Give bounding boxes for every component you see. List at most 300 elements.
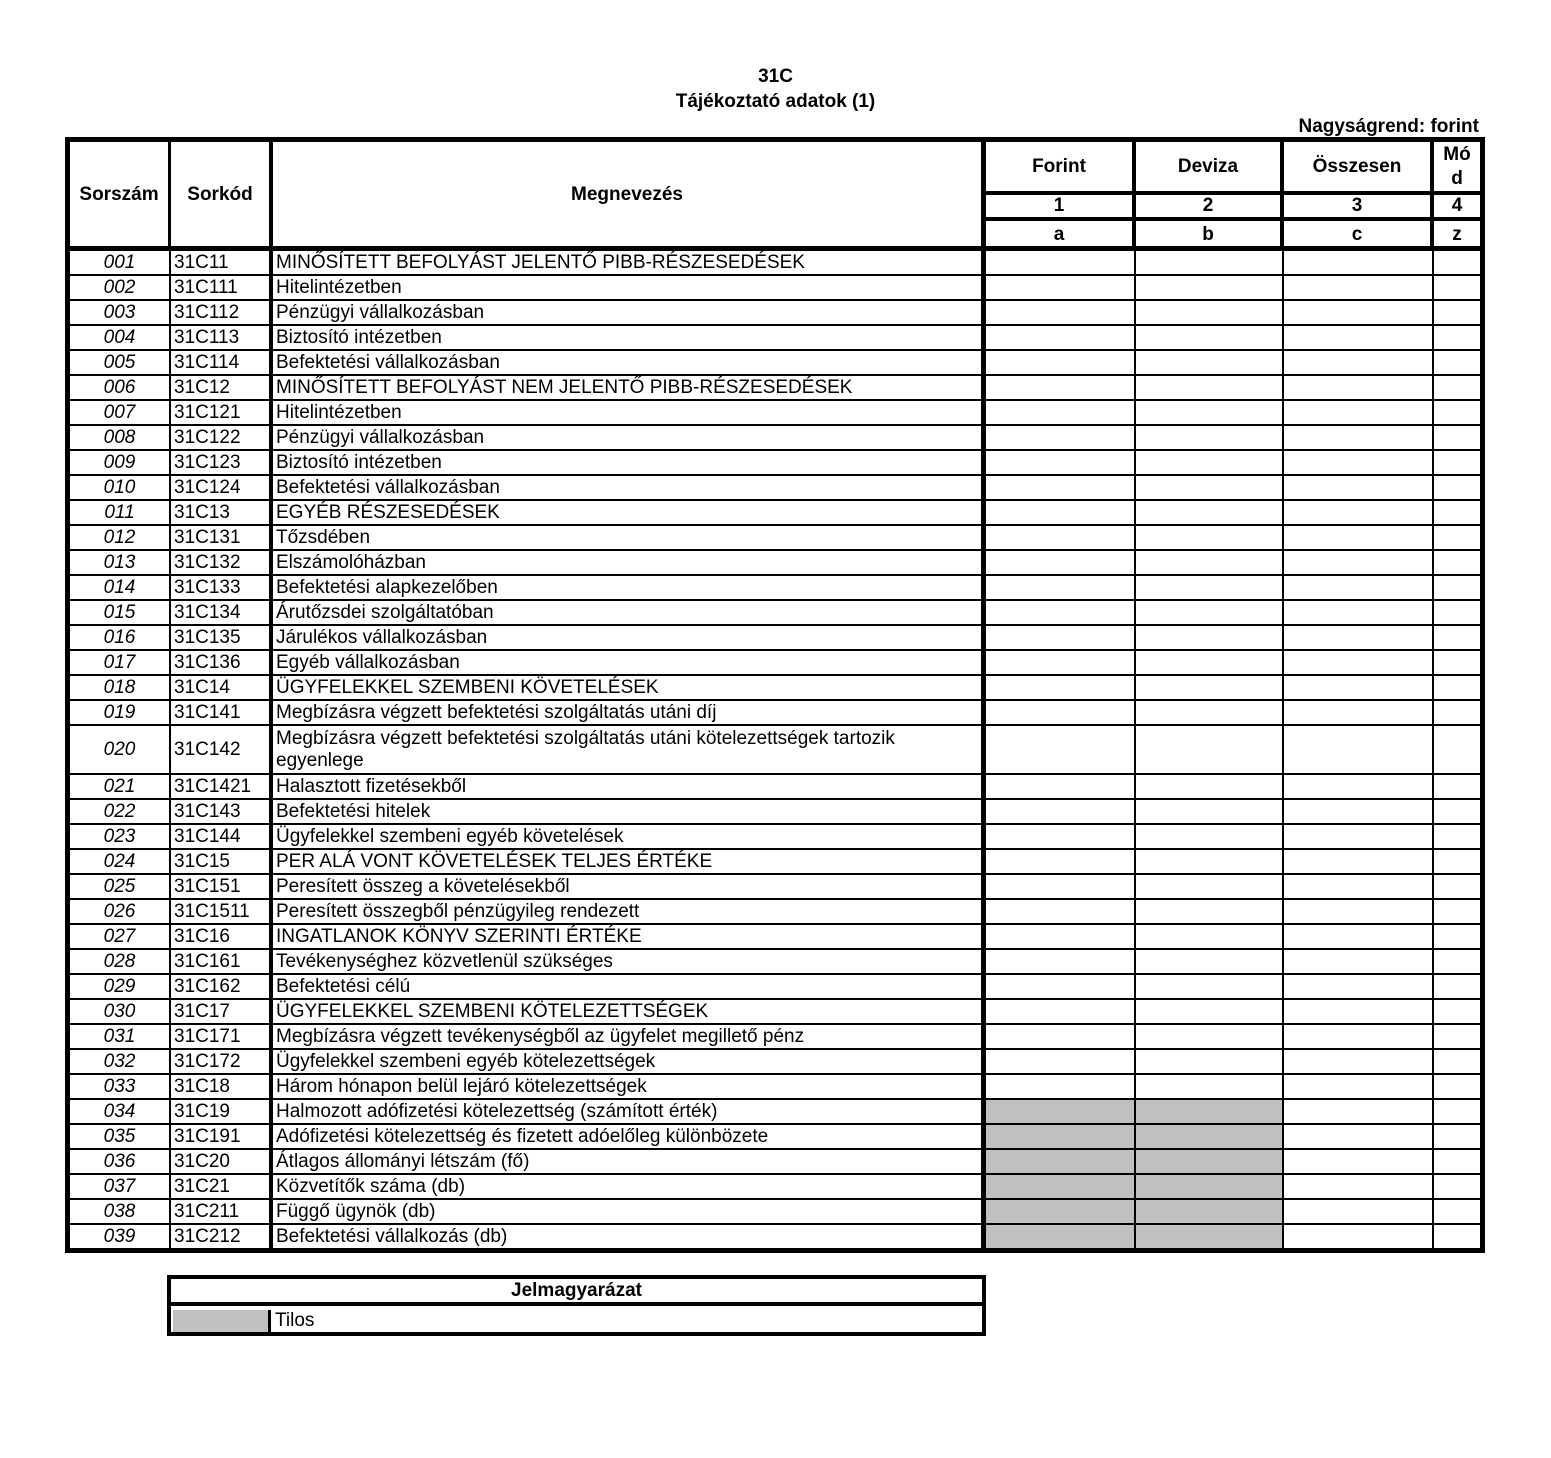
cell-forint[interactable] <box>986 850 1136 875</box>
row-number: 023 <box>70 825 171 850</box>
row-name: Elszámolóházban <box>273 551 986 576</box>
row-number: 006 <box>70 376 171 401</box>
row-name: Megbízásra végzett tevékenységből az ügyfelet megillető pénz <box>273 1025 986 1050</box>
row-code: 31C111 <box>171 276 273 301</box>
cell-deviza[interactable] <box>1136 1000 1284 1025</box>
table-row <box>70 950 1480 975</box>
row-code: 31C1421 <box>171 775 273 800</box>
cell-mod[interactable] <box>1434 651 1480 676</box>
row-number: 018 <box>70 676 171 701</box>
cell-deviza[interactable] <box>1136 1200 1284 1225</box>
cell-forint[interactable] <box>986 301 1136 326</box>
cell-deviza[interactable] <box>1136 950 1284 975</box>
cell-osszesen[interactable] <box>1284 925 1434 950</box>
cell-osszesen[interactable] <box>1284 1100 1434 1125</box>
table-row <box>70 251 1480 276</box>
row-code: 31C123 <box>171 451 273 476</box>
row-name: Pénzügyi vállalkozásban <box>273 301 986 326</box>
cell-osszesen[interactable] <box>1284 301 1434 326</box>
table-row <box>70 626 1480 651</box>
cell-forint[interactable] <box>986 526 1136 551</box>
row-number: 031 <box>70 1025 171 1050</box>
table-row <box>70 351 1480 376</box>
table-row <box>70 850 1480 875</box>
cell-mod[interactable] <box>1434 676 1480 701</box>
table-row <box>70 676 1480 701</box>
cell-deviza[interactable] <box>1136 626 1284 651</box>
header-megnevezes: Megnevezés <box>273 142 986 248</box>
cell-forint[interactable] <box>986 825 1136 850</box>
cell-mod[interactable] <box>1434 800 1480 825</box>
row-code: 31C16 <box>171 925 273 950</box>
cell-osszesen[interactable] <box>1284 1150 1434 1175</box>
table-row <box>70 451 1480 476</box>
cell-forint[interactable] <box>986 900 1136 925</box>
row-number: 003 <box>70 301 171 326</box>
cell-forint[interactable] <box>986 351 1136 376</box>
cell-deviza[interactable] <box>1136 1225 1284 1250</box>
cell-mod[interactable] <box>1434 426 1480 451</box>
cell-mod[interactable] <box>1434 1150 1480 1175</box>
cell-osszesen[interactable] <box>1284 626 1434 651</box>
row-name: Hitelintézetben <box>273 401 986 426</box>
cell-deviza[interactable] <box>1136 726 1284 775</box>
row-name: Átlagos állományi létszám (fő) <box>273 1150 986 1175</box>
header-colnum-3: 3 <box>1284 195 1434 221</box>
cell-mod[interactable] <box>1434 1100 1480 1125</box>
cell-mod[interactable] <box>1434 1075 1480 1100</box>
row-name: Adófizetési kötelezettség és fizetett adóelőleg különbözete <box>273 1125 986 1150</box>
row-number: 002 <box>70 276 171 301</box>
cell-deviza[interactable] <box>1136 775 1284 800</box>
row-code: 31C121 <box>171 401 273 426</box>
row-code: 31C112 <box>171 301 273 326</box>
row-code: 31C12 <box>171 376 273 401</box>
cell-mod[interactable] <box>1434 376 1480 401</box>
cell-osszesen[interactable] <box>1284 376 1434 401</box>
cell-deviza[interactable] <box>1136 301 1284 326</box>
cell-deviza[interactable] <box>1136 676 1284 701</box>
table-row <box>70 1075 1480 1100</box>
row-code: 31C144 <box>171 825 273 850</box>
cell-osszesen[interactable] <box>1284 476 1434 501</box>
row-name: INGATLANOK KÖNYV SZERINTI ÉRTÉKE <box>273 925 986 950</box>
row-number: 015 <box>70 601 171 626</box>
row-code: 31C21 <box>171 1175 273 1200</box>
cell-deviza[interactable] <box>1136 551 1284 576</box>
row-number: 013 <box>70 551 171 576</box>
cell-mod[interactable] <box>1434 601 1480 626</box>
table-row <box>70 1050 1480 1075</box>
row-number: 034 <box>70 1100 171 1125</box>
cell-forint[interactable] <box>986 501 1136 526</box>
cell-deviza[interactable] <box>1136 526 1284 551</box>
table-row <box>70 376 1480 401</box>
table-row <box>70 925 1480 950</box>
cell-mod[interactable] <box>1434 401 1480 426</box>
cell-forint[interactable] <box>986 1125 1136 1150</box>
cell-deviza[interactable] <box>1136 426 1284 451</box>
cell-mod[interactable] <box>1434 850 1480 875</box>
row-code: 31C131 <box>171 526 273 551</box>
header-colletter-a: a <box>986 221 1136 248</box>
cell-mod[interactable] <box>1434 825 1480 850</box>
row-name: Ügyfelekkel szembeni egyéb kötelezettségek <box>273 1050 986 1075</box>
cell-deviza[interactable] <box>1136 701 1284 726</box>
row-number: 005 <box>70 351 171 376</box>
row-number: 017 <box>70 651 171 676</box>
header-sorkod: Sorkód <box>171 142 273 248</box>
cell-osszesen[interactable] <box>1284 1200 1434 1225</box>
cell-osszesen[interactable] <box>1284 701 1434 726</box>
cell-mod[interactable] <box>1434 925 1480 950</box>
table-row <box>70 276 1480 301</box>
table-row <box>70 1100 1480 1125</box>
row-number: 016 <box>70 626 171 651</box>
row-code: 31C134 <box>171 601 273 626</box>
row-number: 036 <box>70 1150 171 1175</box>
row-code: 31C1511 <box>171 900 273 925</box>
cell-forint[interactable] <box>986 251 1136 276</box>
cell-forint[interactable] <box>986 376 1136 401</box>
cell-deviza[interactable] <box>1136 1075 1284 1100</box>
row-code: 31C11 <box>171 251 273 276</box>
legend-box <box>167 1275 986 1336</box>
row-code: 31C122 <box>171 426 273 451</box>
cell-deviza[interactable] <box>1136 576 1284 601</box>
cell-osszesen[interactable] <box>1284 451 1434 476</box>
cell-forint[interactable] <box>986 1050 1136 1075</box>
cell-deviza[interactable] <box>1136 351 1284 376</box>
row-name: Hitelintézetben <box>273 276 986 301</box>
cell-osszesen[interactable] <box>1284 251 1434 276</box>
cell-mod[interactable] <box>1434 775 1480 800</box>
row-number: 032 <box>70 1050 171 1075</box>
table-row <box>70 476 1480 501</box>
cell-deviza[interactable] <box>1136 975 1284 1000</box>
row-number: 010 <box>70 476 171 501</box>
report-table <box>65 137 1485 1253</box>
cell-deviza[interactable] <box>1136 1175 1284 1200</box>
cell-deviza[interactable] <box>1136 1025 1284 1050</box>
cell-deviza[interactable] <box>1136 601 1284 626</box>
cell-deviza[interactable] <box>1136 875 1284 900</box>
row-code: 31C114 <box>171 351 273 376</box>
row-code: 31C124 <box>171 476 273 501</box>
cell-forint[interactable] <box>986 601 1136 626</box>
row-code: 31C14 <box>171 676 273 701</box>
cell-forint[interactable] <box>986 1000 1136 1025</box>
row-code: 31C162 <box>171 975 273 1000</box>
row-code: 31C132 <box>171 551 273 576</box>
cell-mod[interactable] <box>1434 1175 1480 1200</box>
table-row <box>70 501 1480 526</box>
row-name: Megbízásra végzett befektetési szolgáltatás utáni díj <box>273 701 986 726</box>
cell-deviza[interactable] <box>1136 900 1284 925</box>
row-number: 022 <box>70 800 171 825</box>
row-name: Járulékos vállalkozásban <box>273 626 986 651</box>
row-number: 035 <box>70 1125 171 1150</box>
cell-deviza[interactable] <box>1136 501 1284 526</box>
cell-mod[interactable] <box>1434 701 1480 726</box>
cell-osszesen[interactable] <box>1284 1175 1434 1200</box>
cell-forint[interactable] <box>986 1100 1136 1125</box>
cell-mod[interactable] <box>1434 526 1480 551</box>
row-number: 030 <box>70 1000 171 1025</box>
legend-label-forbidden: Tilos <box>275 1310 315 1331</box>
row-code: 31C20 <box>171 1150 273 1175</box>
cell-mod[interactable] <box>1434 726 1480 775</box>
row-code: 31C151 <box>171 875 273 900</box>
cell-osszesen[interactable] <box>1284 326 1434 351</box>
cell-osszesen[interactable] <box>1284 1125 1434 1150</box>
cell-osszesen[interactable] <box>1284 551 1434 576</box>
cell-osszesen[interactable] <box>1284 651 1434 676</box>
row-code: 31C18 <box>171 1075 273 1100</box>
cell-forint[interactable] <box>986 551 1136 576</box>
cell-deviza[interactable] <box>1136 1150 1284 1175</box>
cell-forint[interactable] <box>986 1150 1136 1175</box>
cell-mod[interactable] <box>1434 1050 1480 1075</box>
cell-osszesen[interactable] <box>1284 426 1434 451</box>
row-code: 31C141 <box>171 701 273 726</box>
row-number: 011 <box>70 501 171 526</box>
cell-forint[interactable] <box>986 476 1136 501</box>
cell-forint[interactable] <box>986 1225 1136 1250</box>
cell-forint[interactable] <box>986 1200 1136 1225</box>
table-row <box>70 775 1480 800</box>
cell-mod[interactable] <box>1434 301 1480 326</box>
cell-mod[interactable] <box>1434 501 1480 526</box>
row-code: 31C191 <box>171 1125 273 1150</box>
row-code: 31C211 <box>171 1200 273 1225</box>
cell-forint[interactable] <box>986 626 1136 651</box>
table-row <box>70 651 1480 676</box>
table-row <box>70 1225 1480 1250</box>
cell-deviza[interactable] <box>1136 476 1284 501</box>
cell-osszesen[interactable] <box>1284 601 1434 626</box>
table-row <box>70 1200 1480 1225</box>
cell-forint[interactable] <box>986 1075 1136 1100</box>
cell-mod[interactable] <box>1434 551 1480 576</box>
cell-osszesen[interactable] <box>1284 825 1434 850</box>
row-name: Tőzsdében <box>273 526 986 551</box>
cell-osszesen[interactable] <box>1284 850 1434 875</box>
table-row <box>70 800 1480 825</box>
table-row <box>70 401 1480 426</box>
row-name: Befektetési vállalkozásban <box>273 476 986 501</box>
cell-mod[interactable] <box>1434 351 1480 376</box>
cell-forint[interactable] <box>986 875 1136 900</box>
cell-mod[interactable] <box>1434 1025 1480 1050</box>
cell-mod[interactable] <box>1434 1000 1480 1025</box>
cell-forint[interactable] <box>986 676 1136 701</box>
table-row <box>70 1175 1480 1200</box>
cell-osszesen[interactable] <box>1284 1000 1434 1025</box>
row-name: ÜGYFELEKKEL SZEMBENI KÖVETELÉSEK <box>273 676 986 701</box>
row-number: 039 <box>70 1225 171 1250</box>
cell-mod[interactable] <box>1434 900 1480 925</box>
header-colnum-2: 2 <box>1136 195 1284 221</box>
row-name: ÜGYFELEKKEL SZEMBENI KÖTELEZETTSÉGEK <box>273 1000 986 1025</box>
header-osszesen: Összesen <box>1284 142 1434 195</box>
cell-deviza[interactable] <box>1136 800 1284 825</box>
cell-deviza[interactable] <box>1136 825 1284 850</box>
row-number: 012 <box>70 526 171 551</box>
row-code: 31C17 <box>171 1000 273 1025</box>
table-row <box>70 1000 1480 1025</box>
cell-osszesen[interactable] <box>1284 1025 1434 1050</box>
row-name: Halmozott adófizetési kötelezettség (számított érték) <box>273 1100 986 1125</box>
cell-deviza[interactable] <box>1136 251 1284 276</box>
cell-osszesen[interactable] <box>1284 875 1434 900</box>
table-row <box>70 900 1480 925</box>
row-name: Halasztott fizetésekből <box>273 775 986 800</box>
cell-forint[interactable] <box>986 1025 1136 1050</box>
row-name: Peresített összegből pénzügyileg rendezett <box>273 900 986 925</box>
cell-osszesen[interactable] <box>1284 576 1434 601</box>
cell-deviza[interactable] <box>1136 1050 1284 1075</box>
cell-mod[interactable] <box>1434 1225 1480 1250</box>
legend-swatch-forbidden <box>173 1310 271 1332</box>
row-name: EGYÉB RÉSZESEDÉSEK <box>273 501 986 526</box>
cell-deviza[interactable] <box>1136 326 1284 351</box>
row-name: Befektetési vállalkozásban <box>273 351 986 376</box>
cell-forint[interactable] <box>986 775 1136 800</box>
row-number: 007 <box>70 401 171 426</box>
cell-deviza[interactable] <box>1136 1100 1284 1125</box>
header-colnum-1: 1 <box>986 195 1136 221</box>
row-number: 027 <box>70 925 171 950</box>
cell-forint[interactable] <box>986 925 1136 950</box>
cell-forint[interactable] <box>986 426 1136 451</box>
cell-mod[interactable] <box>1434 1125 1480 1150</box>
row-name: Függő ügynök (db) <box>273 1200 986 1225</box>
cell-osszesen[interactable] <box>1284 950 1434 975</box>
cell-osszesen[interactable] <box>1284 276 1434 301</box>
row-number: 004 <box>70 326 171 351</box>
cell-forint[interactable] <box>986 401 1136 426</box>
row-code: 31C13 <box>171 501 273 526</box>
header-colnum-4: 4 <box>1434 195 1480 221</box>
cell-mod[interactable] <box>1434 576 1480 601</box>
cell-osszesen[interactable] <box>1284 526 1434 551</box>
table-row <box>70 426 1480 451</box>
cell-forint[interactable] <box>986 800 1136 825</box>
row-code: 31C113 <box>171 326 273 351</box>
cell-deviza[interactable] <box>1136 925 1284 950</box>
row-name: PER ALÁ VONT KÖVETELÉSEK TELJES ÉRTÉKE <box>273 850 986 875</box>
cell-osszesen[interactable] <box>1284 800 1434 825</box>
cell-forint[interactable] <box>986 1175 1136 1200</box>
header-colletter-c: c <box>1284 221 1434 248</box>
row-number: 008 <box>70 426 171 451</box>
unit-label: Nagyságrend: forint <box>1298 116 1479 137</box>
cell-forint[interactable] <box>986 726 1136 775</box>
row-name: Befektetési vállalkozás (db) <box>273 1225 986 1250</box>
row-name: Befektetési alapkezelőben <box>273 576 986 601</box>
cell-mod[interactable] <box>1434 1200 1480 1225</box>
table-row <box>70 1025 1480 1050</box>
cell-deviza[interactable] <box>1136 376 1284 401</box>
row-number: 029 <box>70 975 171 1000</box>
row-name: Ügyfelekkel szembeni egyéb követelések <box>273 825 986 850</box>
cell-osszesen[interactable] <box>1284 726 1434 775</box>
row-name: Tevékenységhez közvetlenül szükséges <box>273 950 986 975</box>
cell-forint[interactable] <box>986 451 1136 476</box>
cell-deviza[interactable] <box>1136 451 1284 476</box>
row-number: 019 <box>70 701 171 726</box>
cell-forint[interactable] <box>986 326 1136 351</box>
cell-osszesen[interactable] <box>1284 1225 1434 1250</box>
row-number: 021 <box>70 775 171 800</box>
cell-forint[interactable] <box>986 701 1136 726</box>
cell-osszesen[interactable] <box>1284 676 1434 701</box>
row-name: Közvetítők száma (db) <box>273 1175 986 1200</box>
cell-osszesen[interactable] <box>1284 775 1434 800</box>
cell-deviza[interactable] <box>1136 651 1284 676</box>
cell-mod[interactable] <box>1434 276 1480 301</box>
cell-mod[interactable] <box>1434 975 1480 1000</box>
cell-forint[interactable] <box>986 975 1136 1000</box>
table-row <box>70 526 1480 551</box>
cell-osszesen[interactable] <box>1284 501 1434 526</box>
cell-forint[interactable] <box>986 651 1136 676</box>
cell-forint[interactable] <box>986 950 1136 975</box>
row-number: 025 <box>70 875 171 900</box>
row-code: 31C143 <box>171 800 273 825</box>
cell-deviza[interactable] <box>1136 276 1284 301</box>
cell-forint[interactable] <box>986 576 1136 601</box>
cell-mod[interactable] <box>1434 875 1480 900</box>
row-number: 038 <box>70 1200 171 1225</box>
cell-osszesen[interactable] <box>1284 1050 1434 1075</box>
cell-mod[interactable] <box>1434 451 1480 476</box>
row-name: Befektetési célú <box>273 975 986 1000</box>
row-number: 009 <box>70 451 171 476</box>
cell-mod[interactable] <box>1434 251 1480 276</box>
cell-forint[interactable] <box>986 276 1136 301</box>
row-code: 31C19 <box>171 1100 273 1125</box>
cell-mod[interactable] <box>1434 476 1480 501</box>
row-number: 028 <box>70 950 171 975</box>
cell-osszesen[interactable] <box>1284 351 1434 376</box>
row-name: Biztosító intézetben <box>273 451 986 476</box>
row-code: 31C133 <box>171 576 273 601</box>
cell-mod[interactable] <box>1434 626 1480 651</box>
cell-deviza[interactable] <box>1136 1125 1284 1150</box>
form-subtitle: Tájékoztató adatok (1) <box>675 91 876 112</box>
cell-mod[interactable] <box>1434 326 1480 351</box>
row-number: 033 <box>70 1075 171 1100</box>
legend-title: Jelmagyarázat <box>171 1279 982 1306</box>
row-name: Árutőzsdei szolgáltatóban <box>273 601 986 626</box>
cell-deviza[interactable] <box>1136 850 1284 875</box>
row-name: Pénzügyi vállalkozásban <box>273 426 986 451</box>
row-number: 024 <box>70 850 171 875</box>
row-number: 026 <box>70 900 171 925</box>
cell-osszesen[interactable] <box>1284 975 1434 1000</box>
cell-mod[interactable] <box>1434 950 1480 975</box>
cell-osszesen[interactable] <box>1284 401 1434 426</box>
table-row <box>70 301 1480 326</box>
row-code: 31C15 <box>171 850 273 875</box>
cell-deviza[interactable] <box>1136 401 1284 426</box>
row-name: Megbízásra végzett befektetési szolgáltatás utáni kötelezettségek tartozik egyenlege <box>273 726 986 775</box>
cell-osszesen[interactable] <box>1284 900 1434 925</box>
row-code: 31C135 <box>171 626 273 651</box>
cell-osszesen[interactable] <box>1284 1075 1434 1100</box>
